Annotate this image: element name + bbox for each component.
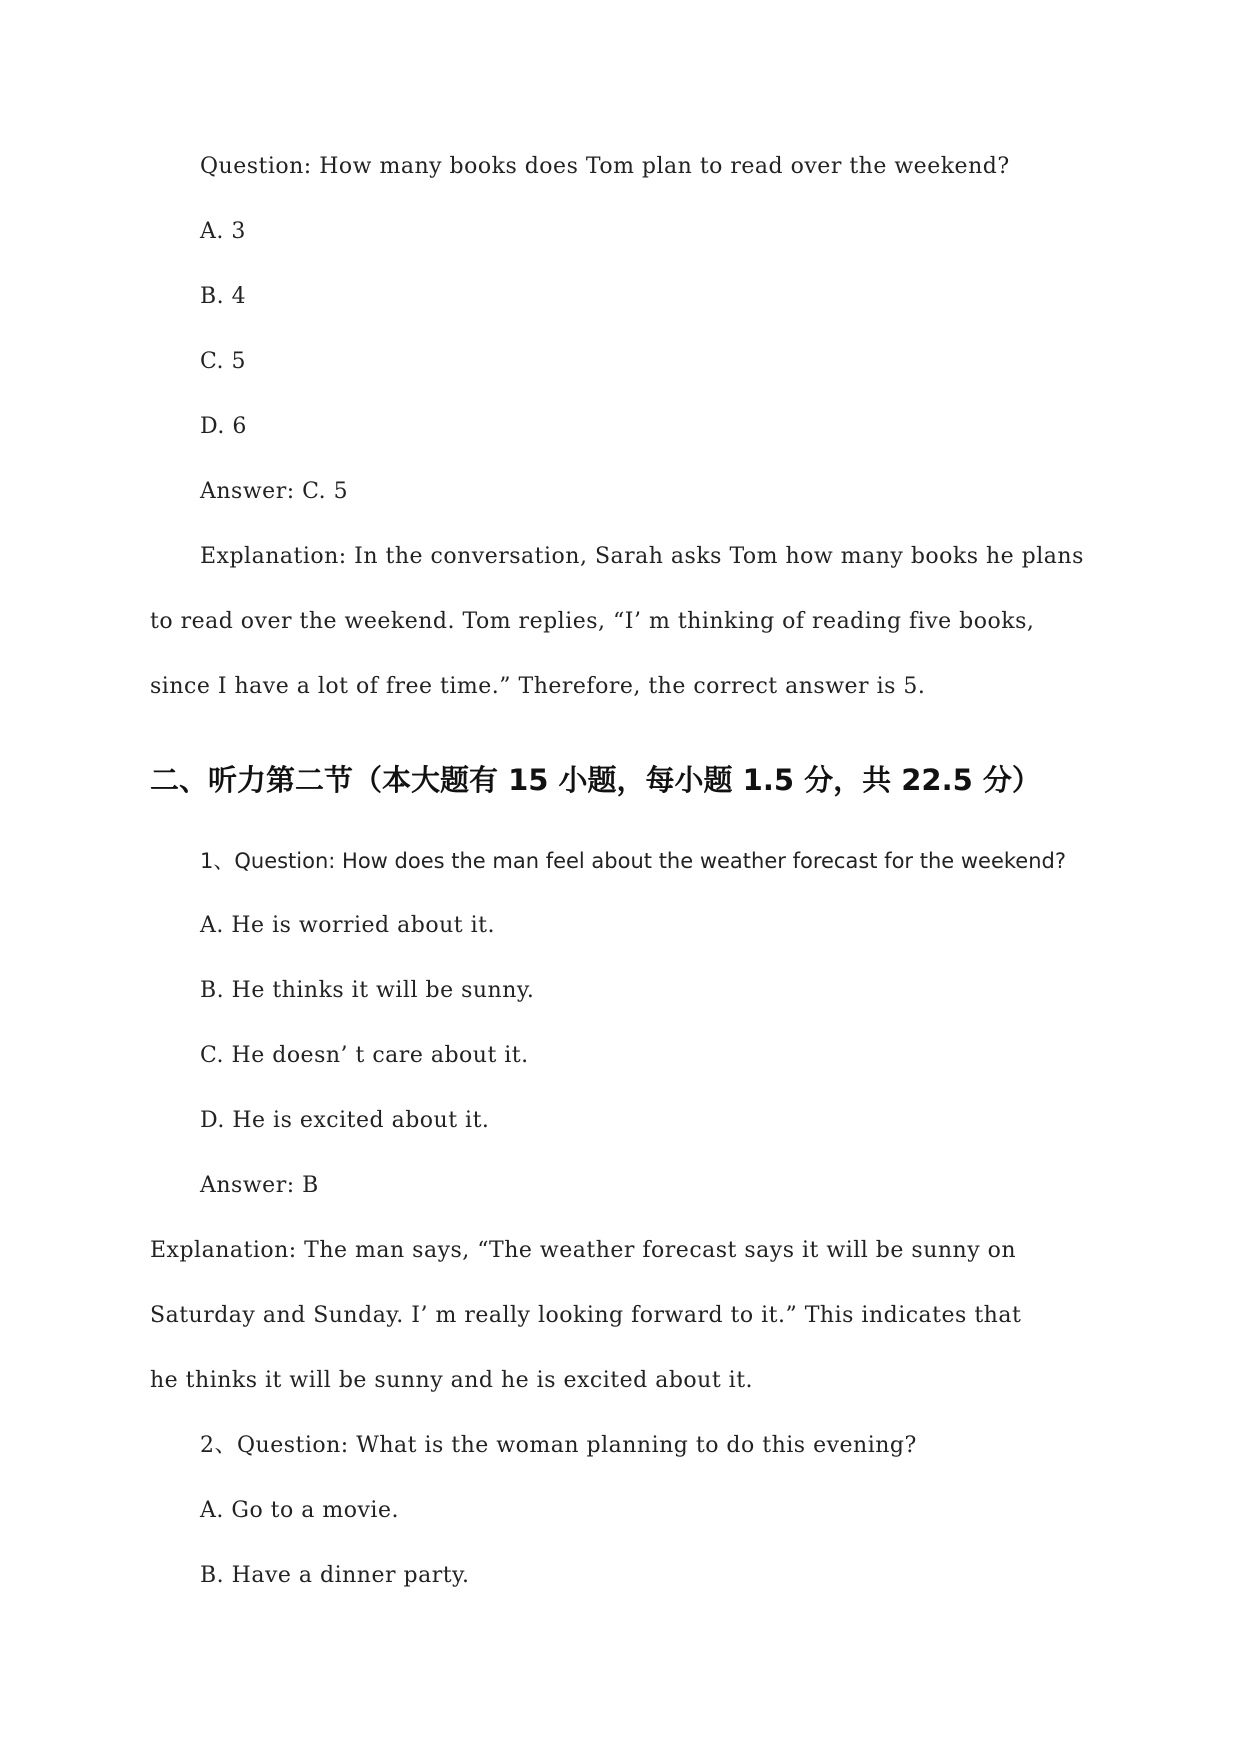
option-a: A. He is worried about it. — [200, 913, 495, 938]
option-c: C. 5 — [200, 349, 247, 374]
answer-text: Answer: B — [200, 1173, 319, 1198]
explanation-line: since I have a lot of free time.” Therefore, the correct answer is 5. — [150, 674, 926, 699]
explanation-line: Saturday and Sunday. I’ m really looking forward to it.” This indicates that — [150, 1303, 1022, 1328]
answer-text: Answer: C. 5 — [200, 479, 349, 504]
option-b: B. 4 — [200, 284, 247, 309]
section-heading: 二、听力第二节（本大题有 15 小题，每小题 1.5 分，共 22.5 分） — [150, 763, 1041, 797]
option-b: B. Have a dinner party. — [200, 1563, 470, 1588]
option-a: A. Go to a movie. — [200, 1498, 399, 1523]
option-a: A. 3 — [200, 219, 246, 244]
explanation-line: to read over the weekend. Tom replies, “I’ m thinking of reading five books, — [150, 609, 1035, 634]
option-d: D. He is excited about it. — [200, 1108, 490, 1133]
explanation-line: Explanation: In the conversation, Sarah asks Tom how many books he plans — [200, 544, 1084, 569]
explanation-line: he thinks it will be sunny and he is excited about it. — [150, 1368, 754, 1393]
option-c: C. He doesn’ t care about it. — [200, 1043, 529, 1068]
explanation-line: Explanation: The man says, “The weather forecast says it will be sunny on — [150, 1238, 1017, 1263]
question-text: 2、Question: What is the woman planning to do this evening? — [200, 1433, 917, 1458]
option-d: D. 6 — [200, 414, 247, 439]
option-b: B. He thinks it will be sunny. — [200, 978, 535, 1003]
question-text: 1、Question: How does the man feel about the weather forecast for the weekend? — [200, 849, 1066, 873]
question-text: Question: How many books does Tom plan to read over the weekend? — [200, 154, 1010, 179]
